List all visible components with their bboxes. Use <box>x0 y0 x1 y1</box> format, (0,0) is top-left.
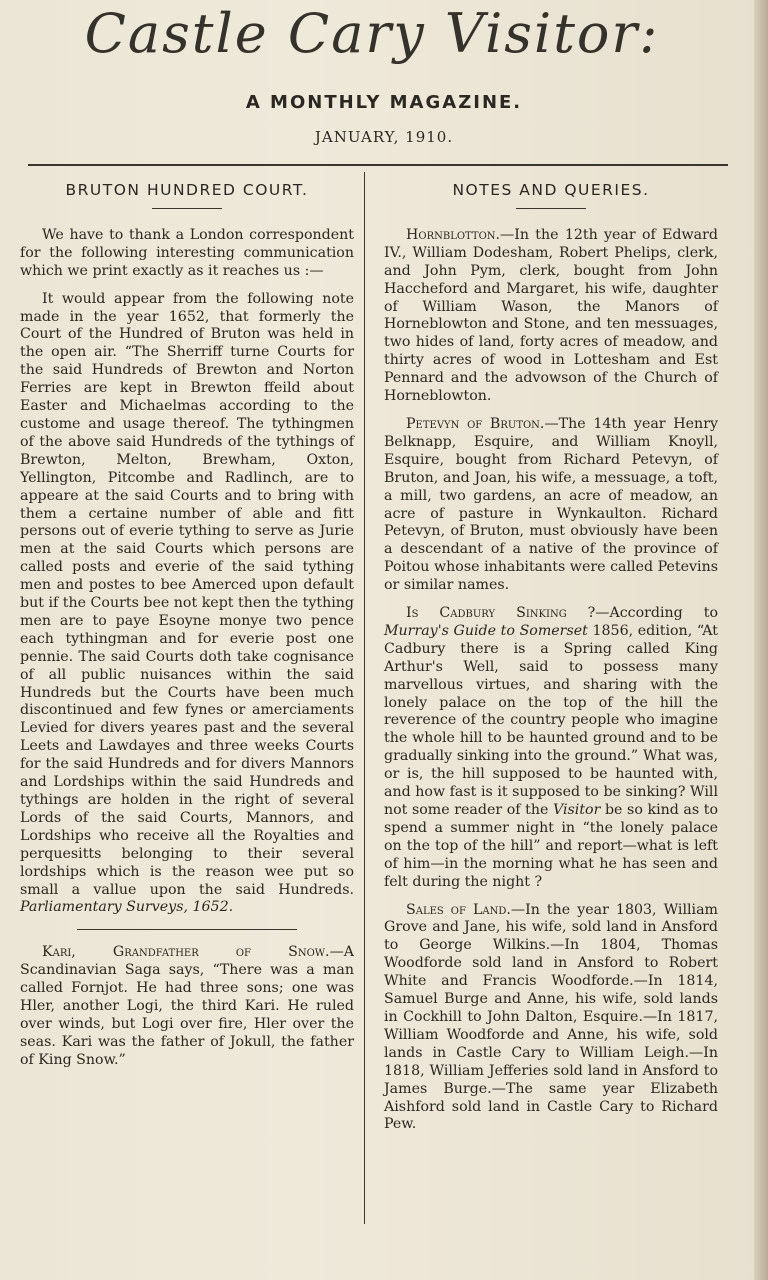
intro-paragraph: We have to thank a London correspondent for the following interesting communication which we print exactly as it reaches us :— <box>20 226 354 279</box>
heading-rule <box>516 208 586 209</box>
section-rule <box>77 929 297 930</box>
article-body <box>20 291 354 918</box>
kari-paragraph <box>20 944 354 1069</box>
article-heading-bruton: BRUTON HUNDRED COURT. <box>65 181 309 199</box>
note-cadbury <box>384 605 718 892</box>
note-body: 1856, edition, “At Cadbury there is a Spring called King Arthur's Well, said to possess many marvellous virtues, and sharing with the lonely palace on the top of the hill the reverence of the country people who imagine the whole hill to be haunted ground and to be gradually sinking into the ground.” What was, or is, the hill supposed to be haunted with, and how fast is it supposed to be sinking? Will not some reader of the <box>384 622 718 818</box>
note-body: —In the year 1803, William Grove and Jane, his wife, sold land in Ansford to George Wilkins.—In 1804, Thomas Woodforde sold land in Ansford to Robert White and Francis Woodforde.—In 1814, Samuel Burge and Anne, his wife, sold lands in Cockhill to John Dalton, Esquire.—In 1817, William Woodforde and Anne, his wife, sold lands in Castle Cary to William Leigh.—In 1818, William Jefferies sold land in Ansford to James Burge.—The same year Elizabeth Aishford sold land in Castle Cary to Richard Pew. <box>384 901 718 1133</box>
right-column <box>384 170 718 1144</box>
book-title: Murray's Guide to Somerset <box>384 622 588 639</box>
masthead-title: Castle Cary Visitor: <box>84 2 660 65</box>
note-sales <box>384 902 718 1135</box>
note-body: be so kind as to spend a summer night in “the lonely palace on the top of the hill” and report—what is left of him—in the morning what he has seen and felt during the night ? <box>384 802 719 890</box>
masthead-subtitle: A MONTHLY MAGAZINE. <box>245 92 523 113</box>
magazine-name: Visitor <box>552 802 601 818</box>
note-petevyn <box>384 416 718 595</box>
note-body: —The 14th year Henry Belknapp, Esquire, and William Knoyll, Esquire, bought from Richard Petevyn, of Bruton, and Joan, his wife, a messuage, a toft, a mill, two gardens, an acre of meadow, an acre of pasture in Wynkaulton. Richard Petevyn, of Bruton, must obviously have been a descendant of a native of the province of Poitou whose inhabitants were called Petevins or similar names. <box>384 415 718 594</box>
note-lead: Hornblotton. <box>406 226 501 243</box>
kari-body: —A Scandinavian Saga says, “There was a man called Fornjot. He had three sons; one was Hler, another Logi, the third Kari. He ruled over winds, but Logi over fire, Hler over the seas. Kari was the father of Jokull, the father of King Snow.” <box>20 944 354 1068</box>
note-lead: Sales of Land. <box>406 901 511 918</box>
column-divider <box>364 172 365 1224</box>
issue-date: JANUARY, 1910. <box>314 128 454 146</box>
left-column <box>20 170 354 1080</box>
article-heading-notes: NOTES AND QUERIES. <box>452 181 650 199</box>
note-lead: Petevyn of Bruton. <box>406 415 545 432</box>
kari-lead: Kari, Grandfather of Snow. <box>42 944 330 961</box>
page-spine-shadow <box>754 0 768 1280</box>
source-citation: Parliamentary Surveys, 1652. <box>20 899 234 916</box>
article-text: It would appear from the following note made in the year 1652, that formerly the Court of the Hundred of Bruton was held in the open air. “The Sherriff turne Courts for the said Hundreds of Brewton and Norton Ferries are kept in Brewton ffeild about Easter and Michaelmas according to the custome and usage thereof. The tythingmen of the above said Hundreds of the tythings of Brewton, Melton, Brewham, Oxton, Yellington, Pitcombe and Radlinch, are to appeare at the said Courts and to bring with them a certaine number of able and fitt persons out of everie tything to serve as Jurie men at the said Courts which persons are called posts and everie of the said tything men and postes to bee Amerced upon default but if the Courts bee not kept then the tything men are to paye Esoyne monye two pence each tythingman and for everie post one pennie. The said Courts doth take cognisance of all public nuisances within the said Hundreds but the Courts have been much discontinued and few fynes or amerciaments Levied for divers yeares past and the several Leets and Lawdayes and three weeks Courts for the said Hundreds and for divers Mannors and Lordships within the said Hundreds and tythings are holden in the right of several Lords of the said Courts, Mannors, and Lordships who receive all the Royalties and perquesitts belonging to their several lordships which is the reason wee put so small a vallue upon the said Hundreds. <box>20 290 354 898</box>
heading-rule <box>152 208 222 209</box>
masthead-rule <box>28 164 728 166</box>
note-body: —According to <box>595 605 718 622</box>
note-lead: Is Cadbury Sinking ? <box>406 605 596 622</box>
note-hornblotton <box>384 227 718 406</box>
note-body: —In the 12th year of Edward IV., William Dodesham, Robert Phelips, clerk, and John Pym, clerk, bought from John Haccheford and Margaret, his wife, daughter of William Wason, the Manors of Horneblowton and Stone, and ten messuages, two hides of land, forty acres of meadow, and thirty acres of wood in Lottesham and Est Pennard and the advowson of the Church of Horneblowton. <box>384 226 718 405</box>
